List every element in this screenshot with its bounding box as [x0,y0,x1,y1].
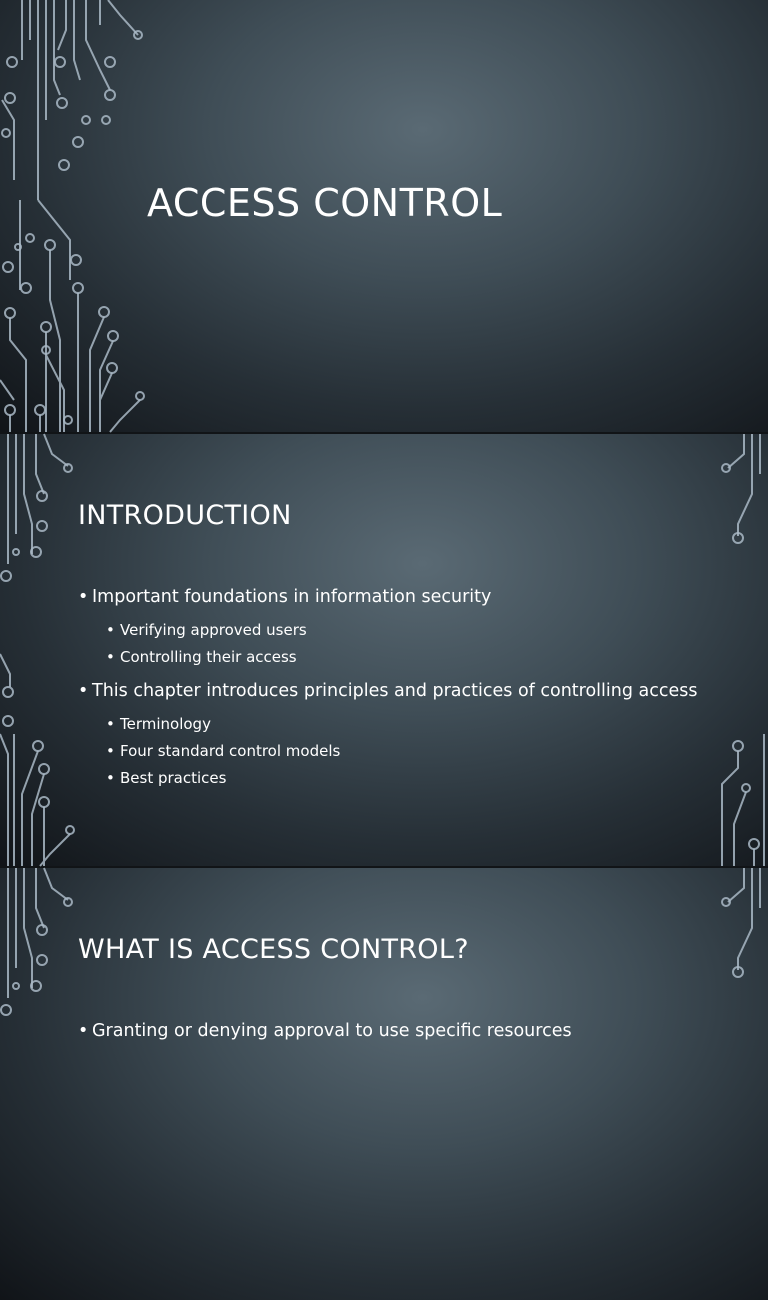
slide-what-is-access-control [0,868,768,1300]
sub-bullet-item: • Controlling their access [78,644,708,671]
circuit-decoration-right [698,434,768,866]
bullet-list [78,1018,708,1051]
sub-bullet-list [78,617,708,671]
sub-bullet-item: • Verifying approved users [78,617,708,644]
slide-title [0,0,768,432]
slide-introduction [0,434,768,866]
circuit-decoration-right [698,868,768,1300]
sub-bullet-item: • Terminology [78,711,708,738]
slide-heading: INTRODUCTION [78,500,292,531]
slide-heading: WHAT IS ACCESS CONTROL? [78,934,469,965]
sub-bullet-item: • Four standard control models [78,738,708,765]
circuit-decoration-left [0,0,160,432]
circuit-decoration-left [0,868,160,1300]
bullet-item: • Important foundations in information security [78,584,708,611]
sub-bullet-list [78,711,708,792]
sub-bullet-item: • Best practices [78,765,708,792]
bullet-list [78,584,708,799]
bullet-item: • Granting or denying approval to use specific resources [78,1018,708,1045]
bullet-item: • This chapter introduces principles and practices of controlling access [78,678,708,705]
slide-title-text: ACCESS CONTROL [147,181,503,225]
